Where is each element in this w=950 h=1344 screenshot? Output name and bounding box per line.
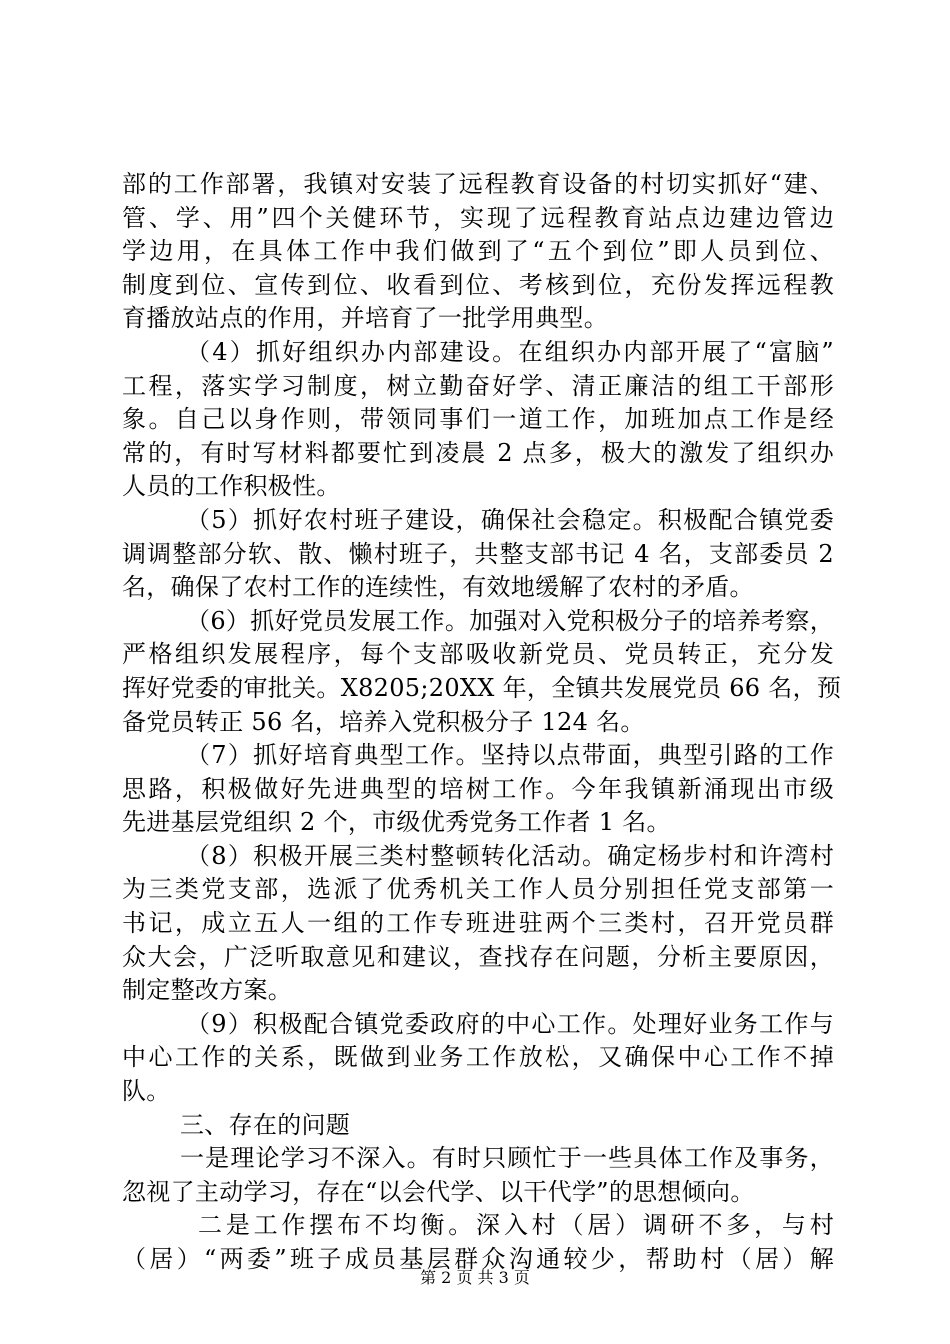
text-line: 备党员转正 56 名，培养入党积极分子 124 名。 [122,707,645,736]
text-line: （6）抓好党员发展工作。加强对入党积极分子的培养考察， [186,606,834,635]
text-line: （居）“两委”班子成员基层群众沟通较少，帮助村（居）解 [122,1245,834,1273]
text-line: 制定整改方案。 [122,976,293,1005]
text-line: 管、学、用”四个关健环节，实现了远程教育站点边建边管边 [122,203,834,232]
text-line: 为三类党支部，选派了优秀机关工作人员分别担任党支部第一 [122,875,834,904]
page-number-footer: 第 2 页 共 3 页 [420,1268,530,1287]
text-line: 名，确保了农村工作的连续性，有效地缓解了农村的矛盾。 [122,573,754,602]
text-line: 众大会，广泛听取意见和建议，查找存在问题，分析主要原因， [122,942,834,971]
section-heading: 三、存在的问题 [180,1110,351,1139]
text-line: 思路，积极做好先进典型的培树工作。今年我镇新涌现出市级 [122,774,834,803]
text-line: 中心工作的关系，既做到业务工作放松，又确保中心工作不掉 [122,1043,834,1072]
text-line: 部的工作部署，我镇对安装了远程教育设备的村切实抓好“建、 [122,170,834,198]
text-line: 严格组织发展程序，每个支部吸收新党员、党员转正，充分发 [122,640,834,669]
text-line: 调调整部分软、散、懒村班子，共整支部书记 4 名，支部委员 2 [122,539,834,568]
text-line: 一是理论学习不深入。有时只顾忙于一些具体工作及事务， [180,1144,834,1173]
text-line: （5）抓好农村班子建设，确保社会稳定。积极配合镇党委 [186,505,834,534]
text-line: 育播放站点的作用，并培育了一批学用典型。 [122,304,608,333]
text-line: 制度到位、宣传到位、收看到位、考核到位，充份发挥远程教 [122,270,834,299]
text-line: 书记，成立五人一组的工作专班进驻两个三类村，召开党员群 [122,909,834,938]
text-line: 工程，落实学习制度，树立勤奋好学、清正廉洁的组工干部形 [122,371,834,400]
text-line: 挥好党委的审批关。X8205;20XX 年，全镇共发展党员 66 名，预 [122,673,842,702]
text-line: 队。 [122,1077,171,1106]
text-line: （9）积极配合镇党委政府的中心工作。处理好业务工作与 [186,1009,834,1038]
text-line: 二是工作摆布不均衡。深入村（居）调研不多，与村 [198,1211,834,1240]
text-line: 学边用，在具体工作中我们做到了“五个到位”即人员到位、 [122,237,834,266]
text-line: （8）积极开展三类村整顿转化活动。确定杨步村和许湾村 [186,841,834,870]
text-line: （4）抓好组织办内部建设。在组织办内部开展了“富脑” [186,337,834,366]
text-line: 常的，有时写材料都要忙到凌晨 2 点多，极大的激发了组织办 [122,438,834,467]
text-line: 人员的工作积极性。 [122,472,341,501]
text-line: 象。自己以身作则，带领同事们一道工作，加班加点工作是经 [122,405,834,434]
text-line: （7）抓好培育典型工作。坚持以点带面，典型引路的工作 [186,741,834,770]
body-text [122,168,842,1277]
text-line: 忽视了主动学习，存在“以会代学、以干代学”的思想倾向。 [122,1177,755,1206]
text-line: 先进基层党组织 2 个，市级优秀党务工作者 1 名。 [122,808,671,837]
